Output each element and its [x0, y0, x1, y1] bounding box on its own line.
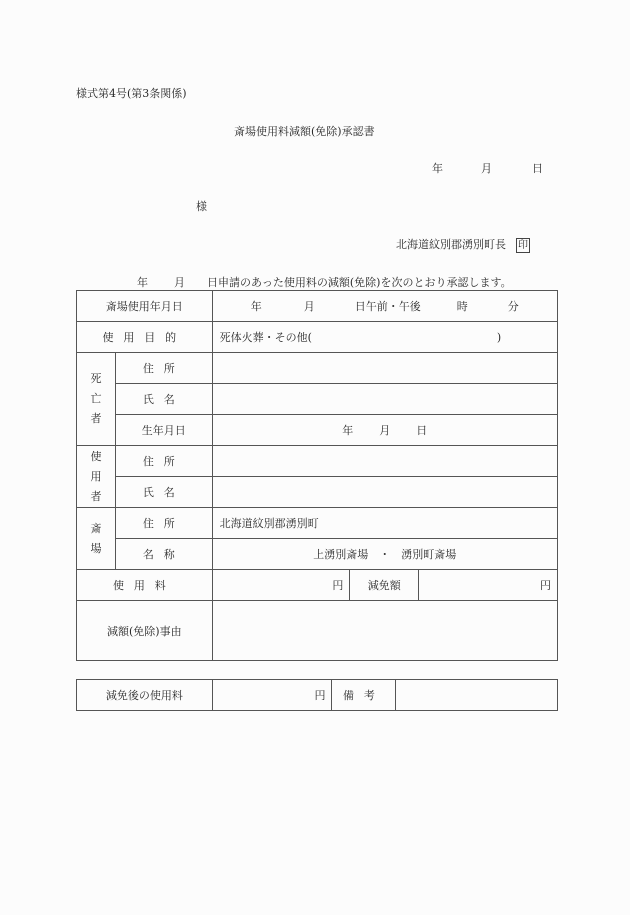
use-year: 年	[250, 300, 262, 313]
date-year: 年	[432, 162, 443, 175]
use-hour: 時	[456, 300, 468, 313]
issue-date	[432, 160, 543, 176]
fee-label: 使用料	[77, 570, 213, 601]
reason-field[interactable]	[212, 601, 557, 661]
reason-label: 減額(免除)事由	[77, 601, 213, 661]
row-crematorium-address	[77, 508, 558, 539]
birth-day: 日	[416, 424, 428, 437]
issuer-name: 北海道紋別郡湧別町長	[396, 238, 506, 251]
deceased-birth-label: 生年月日	[115, 415, 212, 446]
intro-year: 年	[137, 276, 148, 289]
deceased-address-label: 住所	[115, 353, 212, 384]
row-user-address	[77, 446, 558, 477]
row-use-date	[77, 291, 558, 322]
birth-year: 年	[342, 424, 354, 437]
seal-mark: 印	[518, 240, 528, 251]
row-crematorium-name	[77, 539, 558, 570]
user-group-label: 使 用 者	[77, 446, 116, 508]
remarks-field[interactable]	[396, 680, 558, 711]
deceased-birth-field[interactable]	[212, 415, 557, 446]
birth-month: 月	[379, 424, 391, 437]
use-day-ampm: 日午前・午後	[354, 300, 421, 313]
intro-sentence: 日申請のあった使用料の減額(免除)を次のとおり承認します。	[207, 276, 512, 289]
crematorium-name-label: 名称	[115, 539, 212, 570]
after-fee-label: 減免後の使用料	[77, 680, 213, 711]
crematorium-address-label: 住所	[115, 508, 212, 539]
user-address-field[interactable]	[212, 446, 557, 477]
deceased-name-label: 氏名	[115, 384, 212, 415]
use-date-field[interactable]	[212, 291, 557, 322]
row-reason	[77, 601, 558, 661]
fee-field[interactable]: 円	[212, 570, 350, 601]
row-after-fee	[77, 680, 558, 711]
purpose-value: 死体火葬・その他(	[219, 331, 312, 344]
crematorium-name-value[interactable]: 上湧別斎場 ・ 湧別町斎場	[212, 539, 557, 570]
purpose-field[interactable]	[212, 322, 557, 353]
row-deceased-address	[77, 353, 558, 384]
use-minute: 分	[507, 300, 519, 313]
use-date-label: 斎場使用年月日	[77, 291, 213, 322]
row-deceased-birth	[77, 415, 558, 446]
user-name-label: 氏名	[115, 477, 212, 508]
row-deceased-name	[77, 384, 558, 415]
form-number: 様式第4号(第3条関係)	[76, 87, 187, 100]
row-fee	[77, 570, 558, 601]
purpose-close: )	[496, 331, 502, 344]
after-reduction-table	[76, 679, 558, 711]
reduction-label: 減免額	[350, 570, 419, 601]
after-fee-field[interactable]: 円	[212, 680, 332, 711]
date-month: 月	[481, 162, 492, 175]
issuer	[396, 236, 530, 253]
row-user-name	[77, 477, 558, 508]
user-address-label: 住所	[115, 446, 212, 477]
crematorium-group-label: 斎 場	[77, 508, 116, 570]
intro-text	[137, 274, 512, 290]
intro-month: 月	[174, 276, 185, 289]
use-month: 月	[303, 300, 315, 313]
crematorium-address-value: 北海道紋別郡湧別町	[212, 508, 557, 539]
user-name-field[interactable]	[212, 477, 557, 508]
deceased-address-field[interactable]	[212, 353, 557, 384]
reduction-field[interactable]: 円	[419, 570, 558, 601]
remarks-label: 備考	[332, 680, 396, 711]
addressee-suffix: 様	[196, 200, 207, 213]
deceased-name-field[interactable]	[212, 384, 557, 415]
approval-table	[76, 290, 558, 661]
deceased-group-label: 死 亡 者	[77, 353, 116, 446]
date-day: 日	[532, 162, 543, 175]
row-purpose	[77, 322, 558, 353]
document-title: 斎場使用料減額(免除)承認書	[234, 125, 375, 138]
purpose-label: 使用目的	[77, 322, 213, 353]
